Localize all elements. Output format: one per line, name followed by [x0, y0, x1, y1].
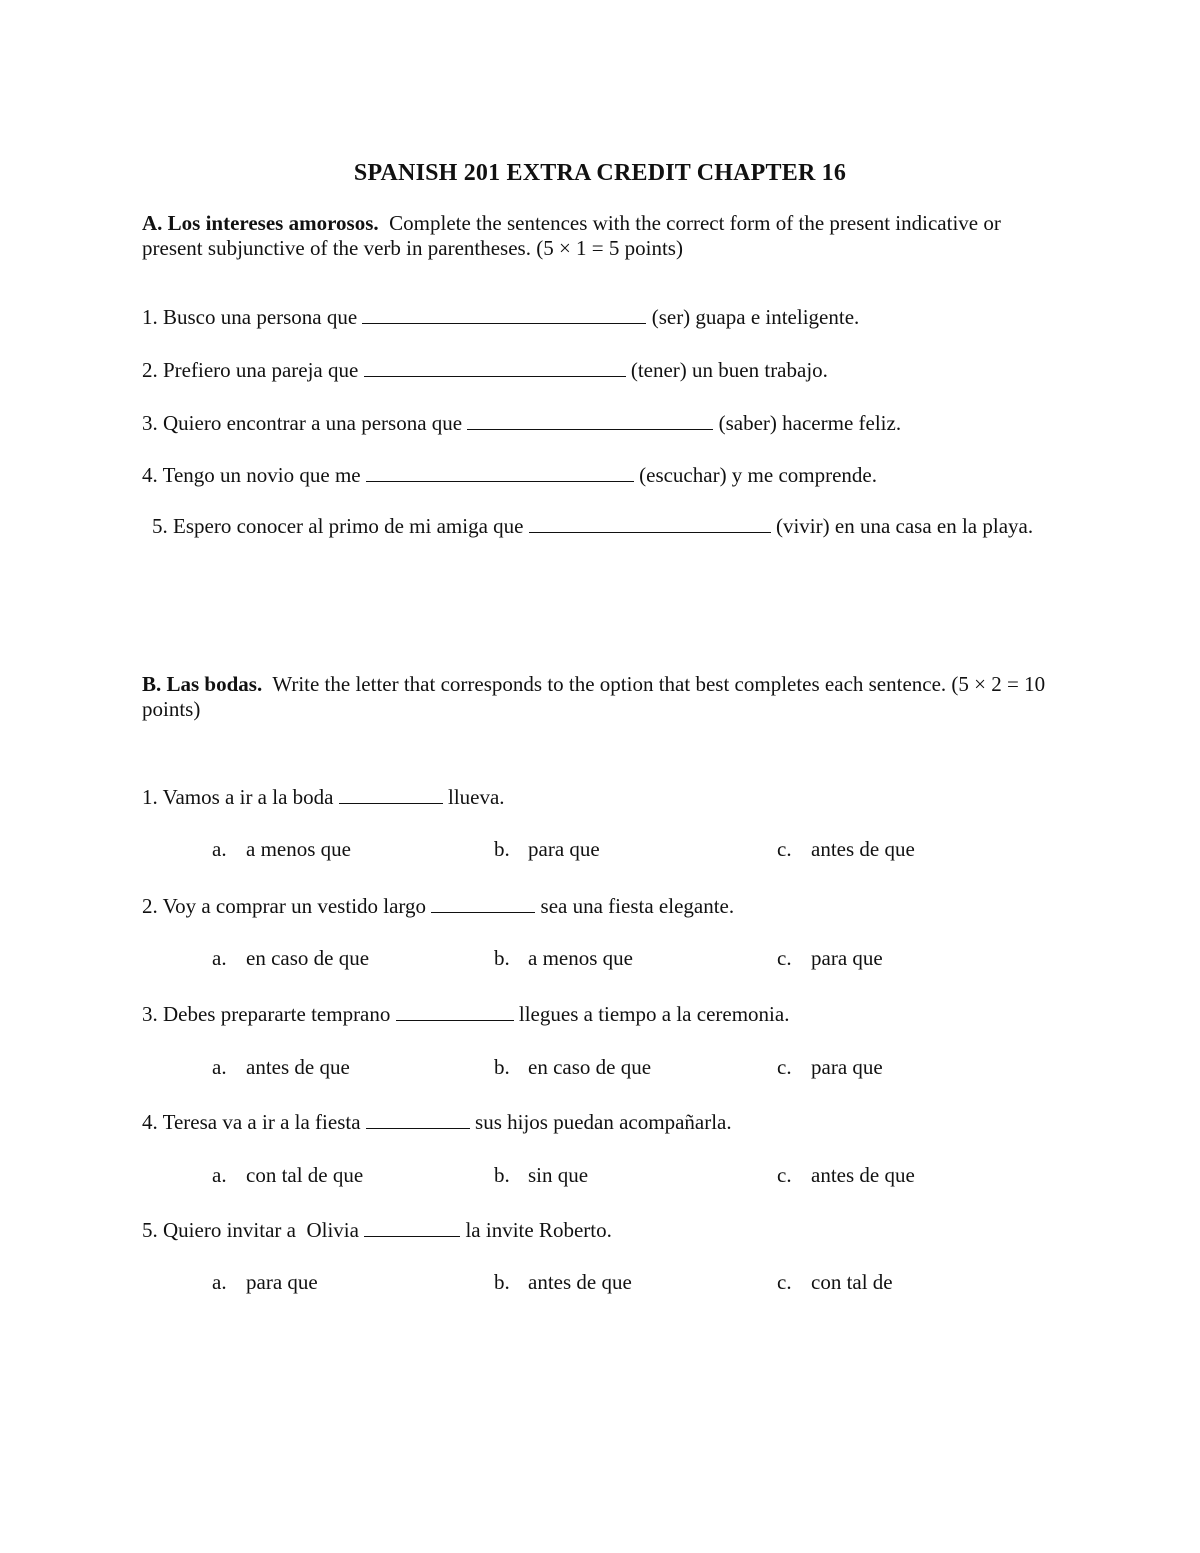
answer-blank[interactable]: [366, 1110, 470, 1129]
answer-blank[interactable]: [364, 1218, 460, 1237]
option-a[interactable]: a. con tal de que: [212, 1163, 364, 1187]
section-b-question: 2. Voy a comprar un vestido largo sea una fiesta elegante.: [142, 894, 735, 918]
option-c[interactable]: c. para que: [777, 1055, 883, 1079]
section-a-item: 5. Espero conocer al primo de mi amiga que (vivir) en una casa en la playa.: [152, 514, 1034, 538]
option-c[interactable]: c. para que: [777, 946, 883, 970]
answer-blank[interactable]: [362, 305, 646, 324]
option-b[interactable]: b. en caso de que: [494, 1055, 652, 1079]
option-c[interactable]: c. con tal de: [777, 1270, 893, 1294]
option-a[interactable]: a. para que: [212, 1270, 318, 1294]
option-a[interactable]: a. antes de que: [212, 1055, 350, 1079]
option-b[interactable]: b. sin que: [494, 1163, 589, 1187]
section-a-instructions: [142, 211, 1062, 261]
option-a[interactable]: a. a menos que: [212, 837, 351, 861]
section-a-item: 4. Tengo un novio que me (escuchar) y me comprende.: [142, 463, 878, 487]
section-a-instruction-text: Complete the sentences with the correct form of the present indicative or present subjunctive of the verb in parentheses. (5 × 1 = 5 points): [142, 211, 1001, 260]
section-b-question: 5. Quiero invitar a Olivia la invite Roberto.: [142, 1218, 612, 1242]
section-b-instruction-text: Write the letter that corresponds to the option that best completes each sentence. (5 × 2 = 10 points): [142, 672, 1046, 721]
answer-blank[interactable]: [339, 785, 443, 804]
answer-blank[interactable]: [431, 894, 535, 913]
section-b-question: 4. Teresa va a ir a la fiesta sus hijos puedan acompañarla.: [142, 1110, 732, 1134]
section-a-item: 3. Quiero encontrar a una persona que (saber) hacerme feliz.: [142, 411, 902, 435]
answer-blank[interactable]: [467, 411, 713, 430]
option-a[interactable]: a. en caso de que: [212, 946, 370, 970]
option-b[interactable]: b. para que: [494, 837, 600, 861]
answer-blank[interactable]: [529, 514, 771, 533]
page-title: SPANISH 201 EXTRA CREDIT CHAPTER 16: [353, 160, 847, 186]
option-c[interactable]: c. antes de que: [777, 1163, 915, 1187]
section-b-instructions: [142, 672, 1062, 722]
answer-blank[interactable]: [364, 358, 626, 377]
section-a-heading: A. Los intereses amorosos.: [142, 211, 379, 235]
option-b[interactable]: b. antes de que: [494, 1270, 632, 1294]
option-c[interactable]: c. antes de que: [777, 837, 915, 861]
answer-blank[interactable]: [366, 463, 634, 482]
section-b-question: 3. Debes prepararte temprano llegues a tiempo a la ceremonia.: [142, 1002, 790, 1026]
section-a-item: 2. Prefiero una pareja que (tener) un buen trabajo.: [142, 358, 828, 382]
answer-blank[interactable]: [396, 1002, 514, 1021]
section-b-question: 1. Vamos a ir a la boda llueva.: [142, 785, 505, 809]
section-a-item: 1. Busco una persona que (ser) guapa e inteligente.: [142, 305, 860, 329]
option-b[interactable]: b. a menos que: [494, 946, 633, 970]
section-b-heading: B. Las bodas.: [142, 672, 263, 696]
